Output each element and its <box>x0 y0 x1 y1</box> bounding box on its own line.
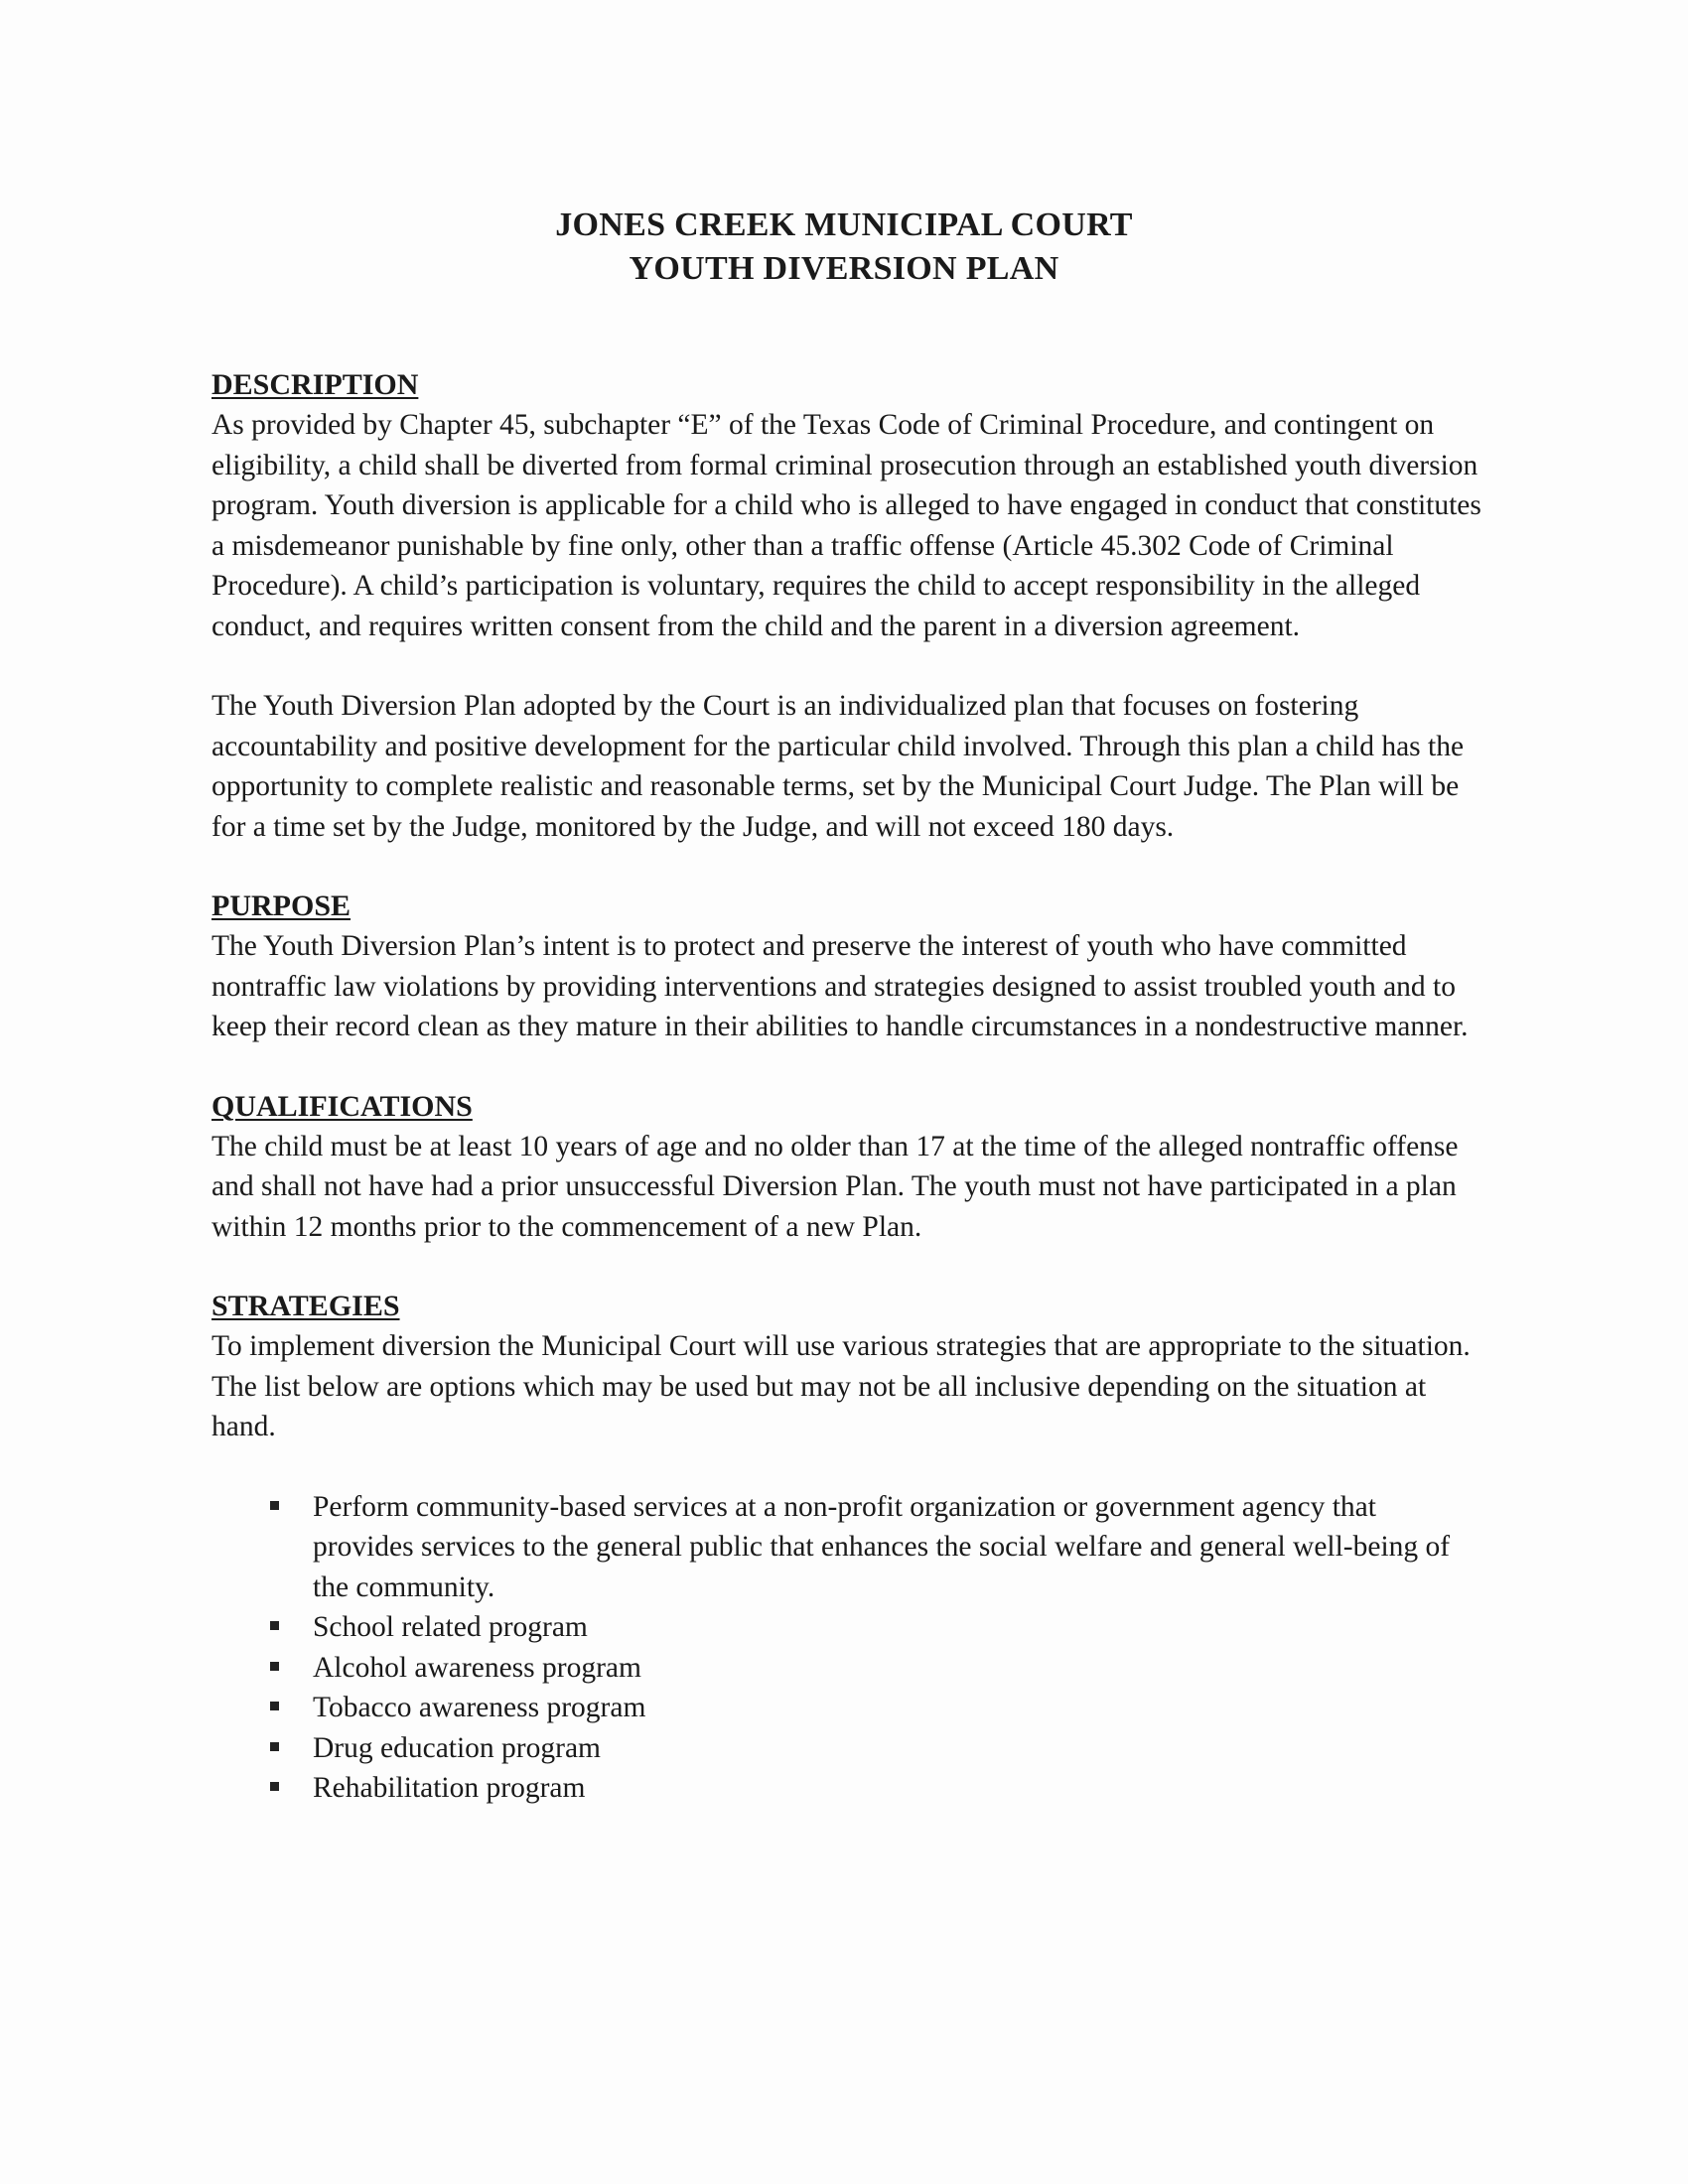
description-heading: DESCRIPTION <box>211 368 419 401</box>
list-item <box>313 1688 1482 1728</box>
purpose-paragraph: The Youth Diversion Plan’s intent is to protect and preserve the interest of youth who have committed nontraffic law violations by providing interventions and strategies designed to assist troubled youth and to keep their record clean as they mature in their abilities to handle circumstances in a nondestructive manner. <box>211 930 1469 1042</box>
qualifications-paragraph: The child must be at least 10 years of age and no older than 17 at the time of the alleged nontraffic offense and shall not have had a prior unsuccessful Diversion Plan. The youth must not have participated in a plan within 12 months prior to the commencement of a new Plan. <box>211 1130 1459 1243</box>
strategies-heading: STRATEGIES <box>211 1290 400 1322</box>
description-section <box>211 365 1482 847</box>
purpose-heading: PURPOSE <box>211 889 352 922</box>
purpose-section <box>211 887 1482 1047</box>
strategies-section <box>211 1287 1482 1809</box>
list-item-text: Tobacco awareness program <box>313 1692 646 1723</box>
qualifications-heading: QUALIFICATIONS <box>211 1089 473 1123</box>
list-item-text: Drug education program <box>313 1731 601 1764</box>
list-item <box>313 1607 1482 1648</box>
description-paragraph-1: As provided by Chapter 45, subchapter “E” of the Texas Code of Criminal Procedure, and contingent on eligibility, a child shall be diverted from formal criminal prosecution through an established youth diversion program. Youth diversion is applicable for a child who is alleged to have engaged in conduct that constitutes a misdemeanor punishable by fine only, other than a traffic offense (Article 45.302 Code of Criminal Procedure). A child’s participation is voluntary, requires the child to accept responsibility in the alleged conduct, and requires written consent from the child and the parent in a diversion agreement. <box>211 409 1481 642</box>
square-bullet-icon <box>270 1662 279 1671</box>
square-bullet-icon <box>270 1742 279 1751</box>
list-item <box>313 1648 1482 1689</box>
square-bullet-icon <box>270 1782 279 1791</box>
document-body <box>211 365 1482 1848</box>
title-line-1: JONES CREEK MUNICIPAL COURT <box>555 206 1133 243</box>
list-item <box>313 1728 1482 1769</box>
square-bullet-icon <box>270 1702 279 1710</box>
description-paragraph-2: The Youth Diversion Plan adopted by the Court is an individualized plan that focuses on fostering accountability and positive development for the particular child involved. Through this plan a child has the opportunity to complete realistic and reasonable terms, set by the Municipal Court Judge. The Plan will be for a time set by the Judge, monitored by the Judge, and will not exceed 180 days. <box>211 690 1465 843</box>
strategies-paragraph: To implement diversion the Municipal Court will use various strategies that are appropriate to the situation. The list below are options which may be used but may not be all inclusive depending on the situation at hand. <box>211 1330 1471 1442</box>
square-bullet-icon <box>270 1621 279 1630</box>
list-item-text: Rehabilitation program <box>313 1772 586 1804</box>
square-bullet-icon <box>270 1501 279 1510</box>
list-item-text: Perform community-based services at a non-profit organization or government agency that provides services to the general public that enhances the social welfare and general well-being of the community. <box>313 1490 1451 1603</box>
list-item <box>313 1768 1482 1809</box>
list-item <box>313 1487 1482 1608</box>
title-line-2: YOUTH DIVERSION PLAN <box>629 250 1059 287</box>
document-title <box>0 204 1688 291</box>
list-item-text: Alcohol awareness program <box>313 1651 641 1684</box>
qualifications-section <box>211 1087 1482 1248</box>
list-item-text: School related program <box>313 1611 588 1643</box>
strategies-list <box>211 1487 1482 1809</box>
strategies-list-wrapper <box>211 1487 1482 1809</box>
